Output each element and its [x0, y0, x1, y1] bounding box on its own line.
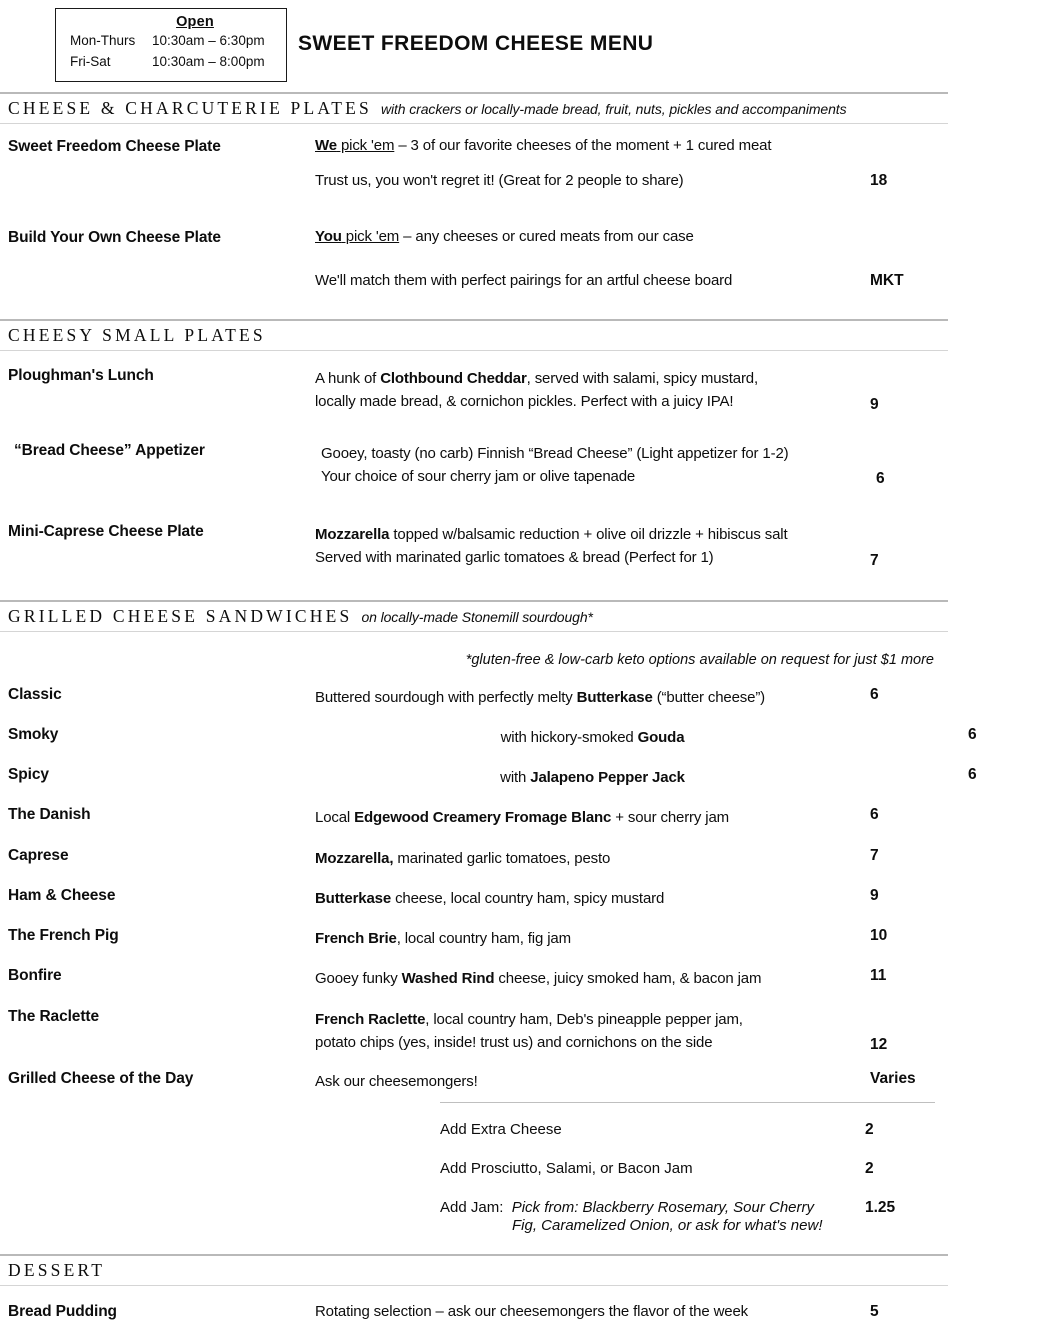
addons-block [440, 1102, 935, 1234]
addon-label: Add Prosciutto, Salami, or Bacon Jam [440, 1160, 693, 1178]
hours-time: 10:30am – 8:00pm [152, 53, 265, 69]
menu-item-price: 10 [870, 927, 888, 944]
menu-item-description [315, 927, 870, 950]
desc-text: – 3 of our favorite cheeses of the moment + 1 cured meat [394, 137, 772, 154]
desc-text: , local country ham, Deb's pineapple pepper jam, [425, 1010, 743, 1028]
menu-item-name: Ham & Cheese [8, 886, 116, 904]
page-title: SWEET FREEDOM CHEESE MENU [298, 32, 654, 55]
menu-item-price: 7 [870, 846, 879, 864]
desc-text: with hickory-smoked [500, 728, 638, 746]
menu-item-row [0, 725, 977, 749]
menu-item-row [0, 1008, 960, 1055]
addon-label: Add Extra Cheese [440, 1121, 562, 1139]
menu-item-row-2 [0, 172, 960, 190]
section-title: CHEESY SMALL PLATES [8, 325, 266, 345]
menu-item-description [315, 367, 870, 414]
desc-text: + sour cherry jam [611, 809, 729, 827]
menu-item-name: Sweet Freedom Cheese Plate [8, 138, 221, 155]
menu-item-row [0, 523, 960, 570]
menu-item-description [315, 726, 968, 749]
menu-item-row [0, 367, 960, 414]
desc-text: Gooey funky [315, 970, 402, 988]
menu-item-description-line2: Served with marinated garlic tomatoes & bread (Perfect for 1) [315, 549, 714, 567]
section-header-grilled-cheese [0, 600, 948, 632]
emphasis-text: We [315, 137, 337, 154]
menu-item-name: Spicy [8, 766, 49, 783]
underline-text: pick 'em [336, 137, 395, 154]
menu-item-row-2 [0, 272, 960, 290]
desc-text: Gooey, toasty (no carb) Finnish “Bread Cheese” (Light appetizer for 1-2) [321, 444, 789, 462]
desc-text: cheese, juicy smoked ham, & bacon jam [494, 970, 762, 988]
menu-item-description: Rotating selection – ask our cheesemongers the flavor of the week [315, 1303, 748, 1321]
menu-item-description-line2: Your choice of sour cherry jam or olive tapenade [321, 467, 636, 485]
menu-item-row [0, 442, 960, 489]
menu-item-price: 9 [870, 395, 879, 413]
section-title: GRILLED CHEESE SANDWICHES [8, 605, 353, 626]
menu-item-name: Bonfire [8, 967, 62, 985]
menu-item-description [315, 229, 870, 244]
menu-item-name: Smoky [8, 725, 59, 743]
menu-item-description-line2: Trust us, you won't regret it! (Great for 2 people to share) [315, 172, 684, 189]
menu-item-row [0, 1303, 960, 1321]
menu-item-price: 11 [870, 967, 887, 985]
desc-text: with [500, 769, 531, 786]
menu-item-row [0, 766, 977, 789]
menu-item-name: The Raclette [8, 1007, 99, 1025]
addon-row [440, 1121, 935, 1139]
menu-item-row [0, 847, 960, 870]
menu-item-description [315, 138, 870, 153]
menu-item-price: 18 [870, 172, 888, 189]
addon-price: 1.25 [865, 1199, 896, 1217]
menu-item-name: Grilled Cheese of the Day [8, 1070, 194, 1087]
hours-row [56, 52, 286, 73]
section-subtitle: with crackers or locally-made bread, fruit, nuts, pickles and accompaniments [380, 101, 847, 117]
menu-item-description [315, 887, 870, 910]
desc-text: Ask our cheesemongers! [315, 1073, 478, 1090]
menu-item-row [0, 686, 960, 709]
desc-text: , served with salami, spicy mustard, [526, 370, 759, 387]
menu-item-description-line2: We'll match them with perfect pairings for an artful cheese board [315, 272, 733, 289]
menu-item-price: 9 [870, 886, 879, 904]
emphasis-text: Mozzarella, [315, 849, 394, 867]
underline-text: pick 'em [341, 228, 400, 245]
hours-day: Mon-Thurs [70, 33, 136, 49]
menu-item-price: 6 [870, 685, 879, 703]
emphasis-text: Clothbound Cheddar [380, 370, 527, 387]
addon-label-text: Add Jam: [440, 1199, 504, 1217]
menu-item-price: Varies [870, 1070, 916, 1087]
menu-item-description-line2: locally made bread, & cornichon pickles. Perfect with a juicy IPA! [315, 393, 734, 411]
addon-label [440, 1199, 865, 1216]
menu-item-price: 7 [870, 551, 879, 569]
menu-item-row [0, 927, 960, 950]
addon-price: 2 [865, 1121, 874, 1139]
menu-item-description [315, 1070, 870, 1093]
emphasis-text: Jalapeno Pepper Jack [530, 769, 685, 786]
emphasis-text: Washed Rind [401, 970, 495, 988]
menu-item-row [0, 967, 960, 990]
menu-item-row [0, 806, 960, 829]
menu-item-name: Build Your Own Cheese Plate [8, 229, 221, 246]
menu-item-row [0, 138, 960, 156]
hours-open-label: Open [176, 14, 214, 30]
menu-item-description [315, 806, 870, 829]
desc-text: topped w/balsamic reduction + olive oil drizzle + hibiscus salt [389, 526, 788, 543]
emphasis-text: You [315, 228, 342, 245]
addon-jam-options-line2: Fig, Caramelized Onion, or ask for what's new! [512, 1217, 823, 1235]
menu-item-name: Bread Pudding [8, 1303, 117, 1321]
menu-header [0, 0, 960, 92]
menu-item-name: “Bread Cheese” Appetizer [14, 441, 205, 459]
menu-item-name: The French Pig [8, 927, 119, 944]
menu-item-description-line2: potato chips (yes, inside! trust us) and cornichons on the side [315, 1033, 713, 1051]
menu-item-name: Mini-Caprese Cheese Plate [8, 523, 204, 540]
emphasis-text: Butterkase [576, 688, 653, 706]
menu-item-price: 5 [870, 1303, 879, 1321]
hours-day: Fri-Sat [70, 53, 111, 69]
emphasis-text: French Brie [315, 930, 397, 947]
section-subtitle: on locally-made Stonemill sourdough* [361, 608, 593, 625]
menu-item-price: 6 [870, 806, 879, 824]
menu-item-row [0, 229, 960, 247]
menu-item-description [315, 766, 968, 789]
desc-text: marinated garlic tomatoes, pesto [393, 849, 611, 867]
grilled-cheese-note: *gluten-free & low-carb keto options available on request for just $1 more [465, 651, 934, 668]
emphasis-text: French Raclette [315, 1010, 426, 1028]
menu-item-name: Caprese [8, 846, 69, 864]
menu-item-price: MKT [870, 272, 904, 289]
menu-item-name: The Danish [8, 806, 91, 824]
grilled-items-list [0, 685, 977, 1094]
desc-text: A hunk of [315, 370, 381, 387]
section-header-small-plates [0, 319, 948, 351]
hours-row [56, 31, 286, 52]
emphasis-text: Gouda [637, 728, 685, 746]
menu-item-row [0, 887, 960, 910]
menu-item-price: 6 [968, 766, 977, 783]
desc-text: – any cheeses or cured meats from our case [399, 228, 694, 245]
emphasis-text: Edgewood Creamery Fromage Blanc [354, 809, 612, 827]
menu-item-price: 12 [870, 1036, 888, 1053]
menu-item-name: Classic [8, 685, 62, 703]
menu-item-description [321, 442, 876, 489]
desc-text: Local [315, 809, 355, 827]
section-title: CHEESE & CHARCUTERIE PLATES [8, 98, 372, 118]
menu-item-description [315, 1008, 870, 1055]
addon-row [440, 1160, 935, 1178]
desc-text: cheese, local country ham, spicy mustard [391, 889, 665, 907]
menu-item-price: 6 [968, 725, 977, 743]
emphasis-text: Mozzarella [315, 526, 390, 543]
menu-item-description [315, 847, 870, 870]
addon-row-continued [440, 1217, 935, 1234]
menu-item-price: 6 [876, 470, 885, 487]
menu-item-description [315, 686, 870, 709]
menu-item-name: Ploughman's Lunch [8, 367, 154, 384]
hours-time: 10:30am – 6:30pm [152, 33, 265, 49]
addon-price: 2 [865, 1160, 874, 1178]
section-title: DESSERT [8, 1260, 106, 1281]
menu-item-description [315, 523, 870, 570]
desc-text: Buttered sourdough with perfectly melty [315, 688, 577, 706]
hours-box [55, 8, 287, 82]
addon-row [440, 1199, 935, 1217]
section-header-charcuterie [0, 92, 948, 124]
emphasis-text: Butterkase [315, 889, 392, 907]
addon-jam-options: Pick from: Blackberry Rosemary, Sour Cherry [511, 1199, 815, 1217]
desc-text: , local country ham, fig jam [396, 930, 571, 947]
section-header-dessert [0, 1254, 948, 1286]
menu-item-row [0, 1070, 960, 1093]
menu-item-description [315, 967, 870, 990]
desc-text: (“butter cheese”) [652, 688, 766, 706]
